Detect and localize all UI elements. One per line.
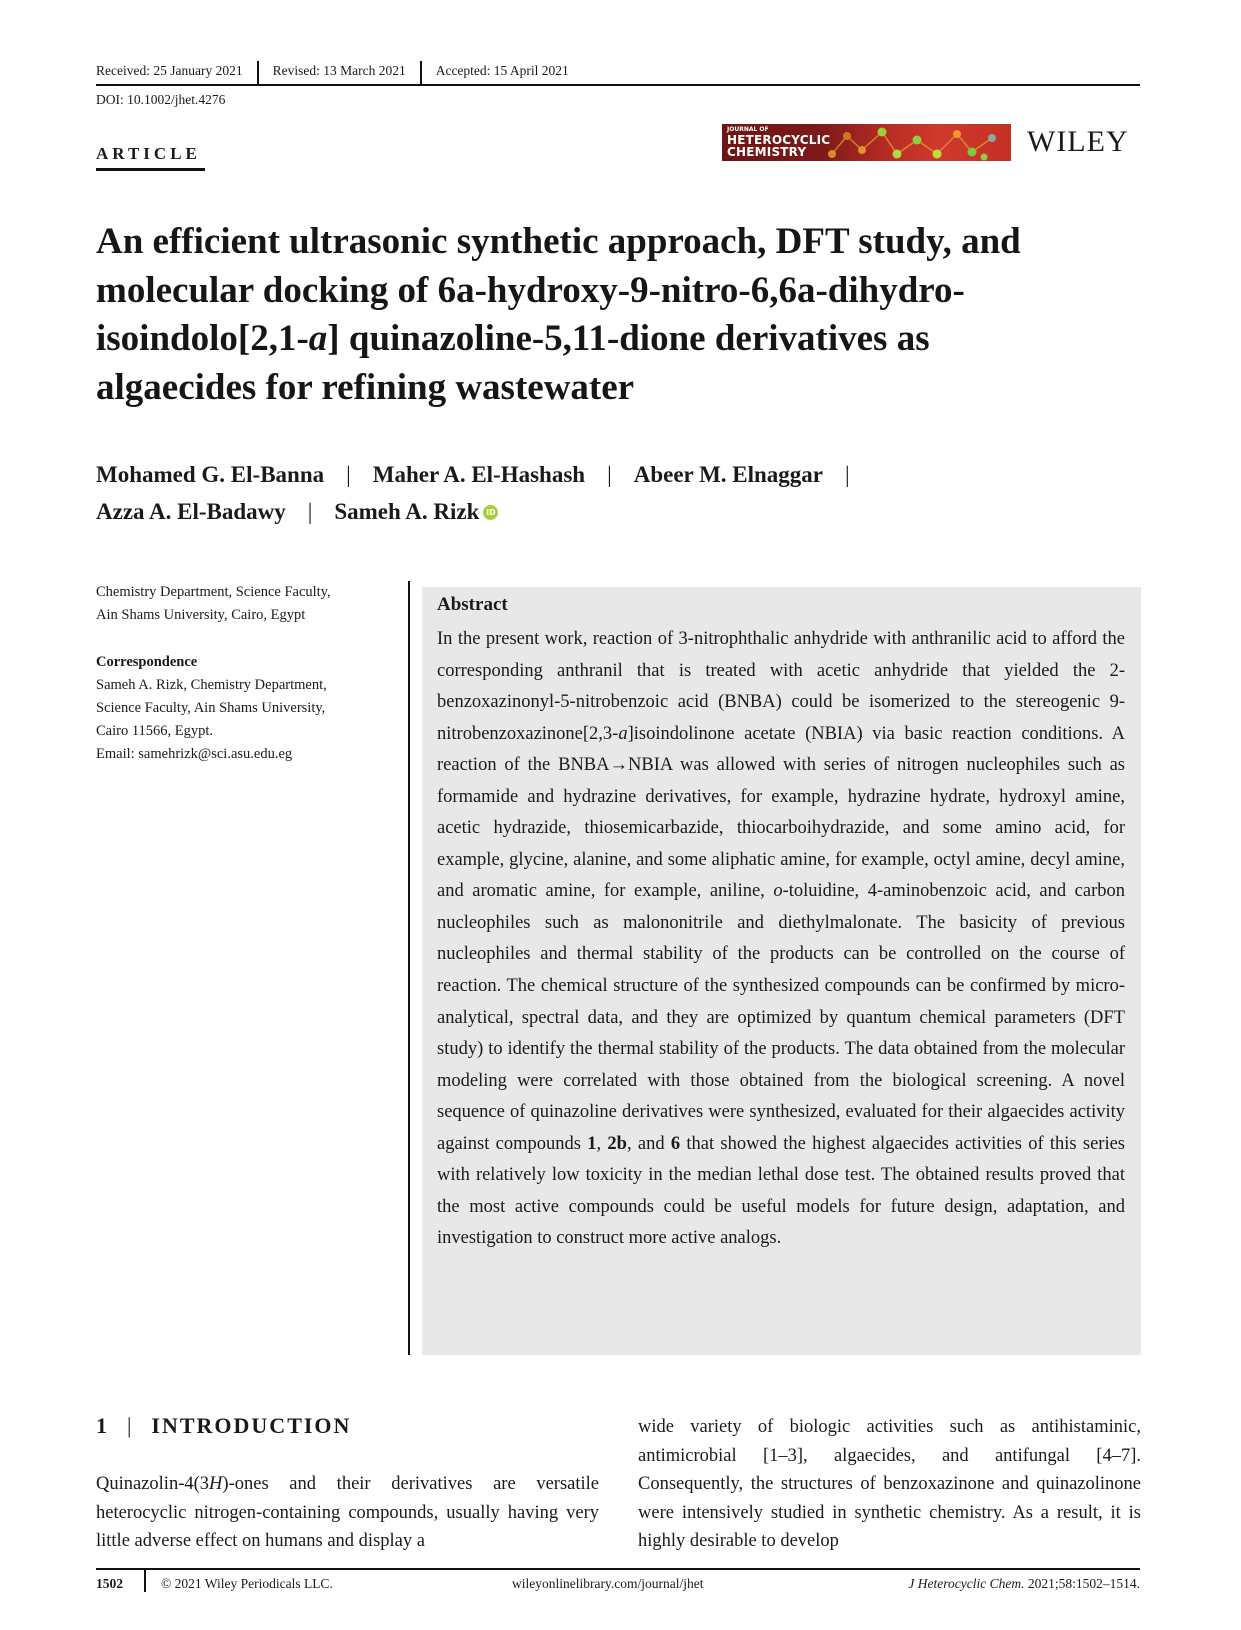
footer-divider (144, 1570, 146, 1592)
accepted-date: Accepted: 15 April 2021 (420, 61, 583, 85)
title-line-2: molecular docking of 6a-hydroxy-9-nitro-6,6a-dihydro- (96, 269, 965, 311)
abstract-text: In the present work, reaction of 3-nitrophthalic anhydride with anthranilic acid to afford the corresponding anthranil that is treated with acetic anhydride that yielded the 2-benzoxazinonyl-5-nitrobenzoic acid (BNBA) could be isomerized to the stereogenic 9-nitrobenzoxazinone[2,3-a]isoindolinone acetate (NBIA) via basic reaction conditions. A reaction of the BNBA→NBIA was allowed with series of nitrogen nucleophiles such as formamide and hydrazine derivatives, for example, hydrazine hydrate, hydroxyl amine, acetic hydrazide, thiosemicarbazide, thiocarboihydrazide, and some amino acid, for example, glycine, alanine, and some aliphatic amine, for example, octyl amine, decyl amine, and aromatic amine, for example, aniline, o-toluidine, 4-aminobenzoic acid, and carbon nucleophiles such as malononitrile and diethylmalonate. The basicity of previous nucleophiles and thermal stability of the products can be controlled on the course of reaction. The chemical structure of the synthesized compounds can be confirmed by micro-analytical, spectral data, and they are optimized by quantum chemical parameters (DFT study) to identify the thermal stability of the products. The data obtained from the molecular modeling were correlated with those obtained from the biological screening. A novel sequence of quinazoline derivatives were synthesized, evaluated for their algaecides activity against compounds 1, 2b, and 6 that showed the highest algaecides activities of this series with relatively low toxicity in the median lethal dose test. The obtained results proved that the most active compounds could be useful models for future design, adaptation, and investigation to construct more active analogs. (437, 629, 1126, 1249)
abstract-divider (408, 581, 410, 1355)
compound-ref: 1 (587, 1133, 597, 1154)
title-line-3: isoindolo[2,1-a] quinazoline-5,11-dione derivatives as (96, 318, 930, 359)
header-rule (96, 84, 1140, 86)
article-type-label: ARTICLE (96, 144, 201, 163)
author-name[interactable]: Azza A. El-Badawy (96, 499, 286, 524)
page-number: 1502 (96, 1576, 123, 1591)
author-list: Mohamed G. El-Banna | Maher A. El-Hashash | Abeer M. Elnaggar | Azza A. El-Badawy | Sameh A. Rizk iD (96, 462, 850, 524)
correspondence-email[interactable]: Email: samehrizk@sci.asu.edu.eg (96, 746, 293, 762)
footer-rule (96, 1568, 1140, 1570)
author-name[interactable]: Sameh A. Rizk (334, 499, 480, 524)
paper-title (96, 218, 1156, 412)
author-name[interactable]: Abeer M. Elnaggar (633, 462, 824, 487)
revised-date: Revised: 13 March 2021 (257, 61, 420, 85)
journal-name: JOURNAL OF HETEROCYCLIC CHEMISTRY (727, 126, 831, 159)
citation: J Heterocyclic Chem. 2021;58:1502–1514. (908, 1576, 1140, 1591)
doi[interactable]: DOI: 10.1002/jhet.4276 (96, 92, 226, 107)
title-line-4: algaecides for refining wastewater (96, 366, 635, 408)
intro-column-2: wide variety of biologic activities such as antihistaminic, antimicrobial [1–3], algaecides, and antifungal [4–7]. Consequently, the structures of benzoxazinone and quinazolinone were intensively studied in synthetic chemistry. As a result, it is highly desirable to develop (638, 1417, 1141, 1551)
journal-url[interactable]: wileyonlinelibrary.com/journal/jhet (512, 1576, 704, 1591)
received-date: Received: 25 January 2021 (96, 63, 243, 78)
compound-ref: 6 (670, 1133, 681, 1154)
author-name[interactable]: Maher A. El-Hashash (372, 462, 586, 487)
orcid-icon[interactable]: iD (483, 505, 498, 520)
author-name[interactable]: Mohamed G. El-Banna (96, 462, 325, 487)
intro-column-1: Quinazolin-4(3H)-ones and their derivatives are versatile heterocyclic nitrogen-containing compounds, usually having very little adverse effect on humans and display a (96, 1474, 599, 1551)
correspondence: Correspondence Sameh A. Rizk, Chemistry Department, Science Faculty, Ain Shams University, Cairo 11566, Egypt. Email: samehrizk@sci.asu.edu.eg (96, 651, 396, 766)
title-line-1: An efficient ultrasonic synthetic approach, DFT study, and (96, 221, 1021, 262)
affiliation: Chemistry Department, Science Faculty, Ain Shams University, Cairo, Egypt (96, 584, 331, 623)
publication-dates (96, 61, 1140, 85)
compound-ref: 2b (607, 1133, 627, 1154)
publisher-logo[interactable]: WILEY (1027, 125, 1129, 158)
correspondence-heading: Correspondence (96, 654, 198, 670)
copyright: © 2021 Wiley Periodicals LLC. (161, 1576, 333, 1591)
journal-logo-banner[interactable] (722, 124, 1011, 161)
article-underline (96, 168, 205, 171)
abstract-box (422, 587, 1141, 1355)
section-heading-introduction: 1 | INTRODUCTION (96, 1413, 352, 1438)
abstract-heading: Abstract (437, 594, 508, 615)
